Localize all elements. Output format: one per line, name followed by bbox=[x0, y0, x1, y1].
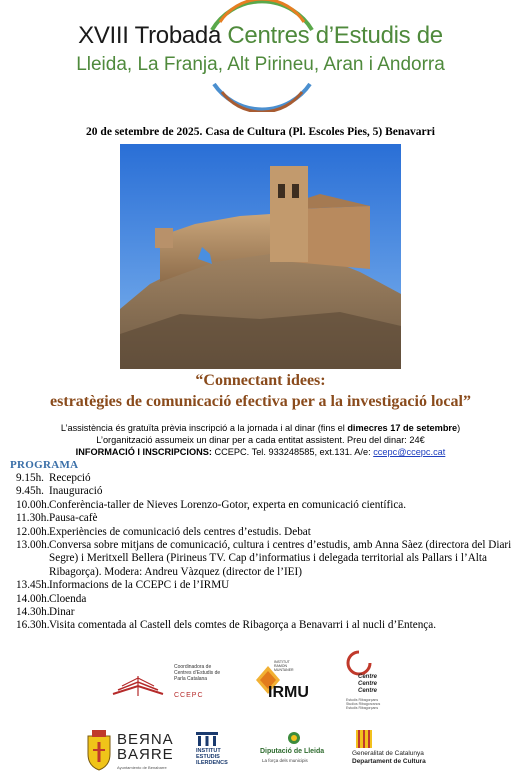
program-text: Informacions de la CCEPC i de l’IRMU bbox=[49, 579, 230, 592]
program-text: Inauguració bbox=[49, 485, 103, 498]
benavarri-shield-icon bbox=[82, 728, 116, 772]
iei-line: ESTUDIS bbox=[196, 754, 220, 760]
program-item bbox=[16, 593, 512, 606]
event-series-title bbox=[0, 22, 521, 50]
centre-words bbox=[358, 674, 377, 695]
event-title-line1: “Connectant idees: bbox=[195, 372, 326, 389]
program-text: Pausa-cafè bbox=[49, 512, 98, 525]
program-text: Recepció bbox=[49, 472, 91, 484]
program-time: 9.15h. bbox=[16, 472, 44, 484]
program-text: Conferència-taller de Nieves Lorenzo-Gotor, experta en comunicació científica. bbox=[49, 498, 407, 511]
centre-subtitle: Studios Ribagorzanos bbox=[346, 702, 381, 707]
program-item bbox=[16, 512, 512, 525]
iei-columns-icon bbox=[196, 732, 218, 746]
centre-subtitle: Estudis Ribagorçans bbox=[346, 698, 379, 702]
regions-subtitle: Lleida, La Franja, Alt Pirineu, Aran i Andorra bbox=[76, 54, 445, 75]
program-item bbox=[16, 539, 512, 579]
centre-word: Centre bbox=[358, 688, 378, 694]
castle-photo bbox=[120, 144, 401, 369]
program-text: Dinar bbox=[49, 606, 75, 619]
ccepc-abbr: CCEPC bbox=[174, 692, 204, 699]
irmu-logo bbox=[246, 658, 308, 710]
centre-subtitles bbox=[346, 698, 380, 711]
diputacio-name: Diputació de Lleida bbox=[260, 748, 325, 755]
centres-phrase: Centres d’Estudis de bbox=[227, 22, 443, 49]
department-name: Departament de Cultura bbox=[352, 758, 426, 765]
program-text: Visita comentada al Castell dels comtes de Ribagorça a Benavarri i al nucli d’Entença. bbox=[49, 619, 437, 632]
benavarri-line1: BEЯNA bbox=[117, 731, 174, 748]
program-text: Cloenda bbox=[49, 592, 87, 605]
program-item bbox=[16, 472, 512, 485]
contact-text: CCEPC. Tel. 933248585, ext.131. A/e: bbox=[211, 447, 374, 457]
date-location: 20 de setembre de 2025. Casa de Cultura (Pl. Escoles Pies, 5) Benavarri bbox=[86, 126, 435, 138]
trobada-word: Trobada bbox=[134, 22, 222, 49]
program-time: 11.30h. bbox=[16, 512, 50, 525]
diputacio-emblem-icon bbox=[286, 730, 302, 746]
contact-email-link[interactable]: ccepc@ccepc.cat bbox=[373, 447, 446, 457]
ccepc-logo bbox=[108, 660, 228, 710]
program-item bbox=[16, 499, 512, 512]
attendance-info bbox=[0, 423, 521, 433]
iei-logo bbox=[192, 728, 252, 772]
program-item bbox=[16, 619, 512, 632]
lunch-info: L’organització assumeix un dinar per a cada entitat assistent. Preu del dinar: 24€ bbox=[96, 435, 425, 445]
program-item bbox=[16, 579, 512, 592]
program-time: 9.45h. bbox=[16, 485, 44, 498]
program-time: 10.00h. bbox=[16, 498, 50, 511]
benavarri-sub: Ayuntamiento de Benabarre bbox=[117, 765, 167, 770]
program-time: 13.00h. bbox=[16, 539, 50, 552]
diputacio-lleida-logo bbox=[260, 730, 344, 770]
centre-estudis-ribagorcans-logo bbox=[344, 650, 406, 720]
ccepc-full-name: Coordinadora de Centres d’Estudis de Parla Catalana bbox=[174, 664, 221, 682]
generalitat-logo bbox=[352, 730, 452, 770]
program-item bbox=[16, 485, 512, 498]
senyera-icon bbox=[356, 730, 372, 748]
centre-word: Centre bbox=[358, 674, 378, 680]
diputacio-slogan: La força dels municipis bbox=[262, 758, 308, 763]
programa-heading: PROGRAMA bbox=[10, 459, 79, 471]
program-time: 14.30h. bbox=[16, 606, 50, 619]
contact-info bbox=[0, 447, 521, 457]
contact-label: INFORMACIÓ I INSCRIPCIONS: bbox=[75, 447, 212, 457]
event-title-line2: estratègies de comunicació efectiva per a la investigació local” bbox=[50, 393, 471, 410]
deadline-date: dimecres 17 de setembre bbox=[347, 423, 458, 433]
irmu-text: IRMU bbox=[268, 684, 309, 701]
attendance-close: ) bbox=[457, 423, 461, 433]
attendance-text: L’assistència és gratuïta prèvia inscripció a la jornada i al dinar (fins el bbox=[60, 423, 348, 433]
program-time: 14.00h. bbox=[16, 592, 50, 605]
generalitat-name: Generalitat de Catalunya bbox=[352, 750, 424, 757]
program-time: 12.00h. bbox=[16, 525, 50, 538]
ccepc-book-icon bbox=[108, 664, 168, 704]
iei-line: INSTITUT bbox=[196, 748, 221, 754]
program-item bbox=[16, 526, 512, 539]
centre-subtitle: Estudis Ribagorçans bbox=[346, 706, 379, 711]
program-item bbox=[16, 606, 512, 619]
program-time: 16.30h. bbox=[16, 619, 50, 632]
iei-line: ILERDENCS bbox=[196, 760, 228, 766]
program-text: Conversa sobre mitjans de comunicació, cultura i centres d’estudis, amb Anna Sàez (directora del Diari Segre) i Meritxell Bellera (Pirineus TV. Cap d’informatius i delegada territorial als Pallars i l’Alta Ribagorça). Modera: Andreu Vàzquez (director de l’IEI) bbox=[49, 539, 512, 578]
irmu-small-text: INSTITUT RAMON MUNTANER bbox=[274, 660, 294, 672]
program-text: Experiències de comunicació dels centres d’estudis. Debat bbox=[49, 525, 311, 538]
benavarri-logo bbox=[117, 732, 193, 772]
program-time: 13.45h. bbox=[16, 579, 50, 592]
program-list bbox=[16, 472, 512, 633]
iei-text bbox=[196, 748, 228, 766]
centre-emblem-icon bbox=[346, 650, 372, 676]
benavarri-line2: BAЯRE bbox=[117, 746, 174, 763]
edition-number: XVIII bbox=[78, 22, 129, 49]
centre-word: Centre bbox=[358, 681, 378, 687]
